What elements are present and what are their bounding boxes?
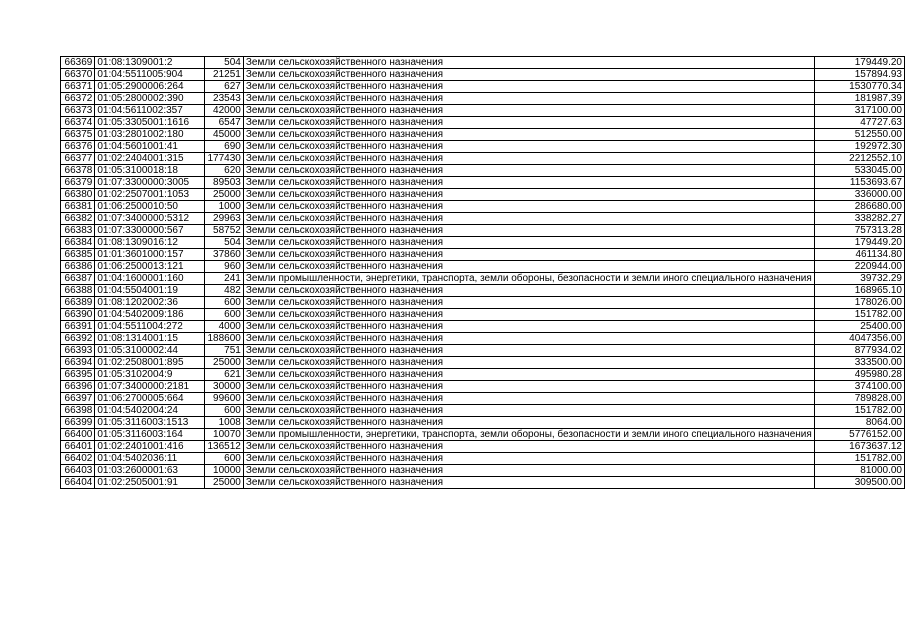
table-row bbox=[61, 417, 905, 429]
table-row bbox=[61, 393, 905, 405]
area-cell: 23543 bbox=[204, 93, 243, 105]
area-cell: 10070 bbox=[204, 429, 243, 441]
table-row bbox=[61, 225, 905, 237]
land-category-cell: Земли сельскохозяйственного назначения bbox=[243, 357, 814, 369]
cadastral-value-cell: 25400.00 bbox=[814, 321, 904, 333]
land-category-cell: Земли сельскохозяйственного назначения bbox=[243, 465, 814, 477]
cadastral-number-cell: 01:04:5601001:41 bbox=[95, 141, 204, 153]
table-row bbox=[61, 57, 905, 69]
land-category-cell: Земли сельскохозяйственного назначения bbox=[243, 345, 814, 357]
cadastral-value-cell: 151782.00 bbox=[814, 309, 904, 321]
cadastral-number-cell: 01:06:2500013:121 bbox=[95, 261, 204, 273]
land-category-cell: Земли сельскохозяйственного назначения bbox=[243, 129, 814, 141]
area-cell: 99600 bbox=[204, 393, 243, 405]
cadastral-number-cell: 01:04:5402036:11 bbox=[95, 453, 204, 465]
row-id-cell: 66379 bbox=[61, 177, 95, 189]
land-category-cell: Земли сельскохозяйственного назначения bbox=[243, 297, 814, 309]
land-category-cell: Земли сельскохозяйственного назначения bbox=[243, 321, 814, 333]
cadastral-value-cell: 1153693.67 bbox=[814, 177, 904, 189]
land-category-cell: Земли сельскохозяйственного назначения bbox=[243, 93, 814, 105]
land-category-cell: Земли сельскохозяйственного назначения bbox=[243, 249, 814, 261]
area-cell: 600 bbox=[204, 453, 243, 465]
cadastral-number-cell: 01:02:2505001:91 bbox=[95, 477, 204, 489]
table-row bbox=[61, 165, 905, 177]
cadastral-value-cell: 181987.39 bbox=[814, 93, 904, 105]
cadastral-number-cell: 01:04:5511005:904 bbox=[95, 69, 204, 81]
land-category-cell: Земли сельскохозяйственного назначения bbox=[243, 369, 814, 381]
cadastral-number-cell: 01:05:3100002:44 bbox=[95, 345, 204, 357]
area-cell: 4000 bbox=[204, 321, 243, 333]
table-row bbox=[61, 201, 905, 213]
table-row bbox=[61, 177, 905, 189]
land-category-cell: Земли сельскохозяйственного назначения bbox=[243, 177, 814, 189]
land-category-cell: Земли промышленности, энергетики, транспорта, земли обороны, безопасности и земли иного специального назначения bbox=[243, 273, 814, 285]
cadastral-value-cell: 151782.00 bbox=[814, 405, 904, 417]
table-row bbox=[61, 189, 905, 201]
cadastral-value-cell: 151782.00 bbox=[814, 453, 904, 465]
row-id-cell: 66401 bbox=[61, 441, 95, 453]
row-id-cell: 66396 bbox=[61, 381, 95, 393]
land-category-cell: Земли сельскохозяйственного назначения bbox=[243, 393, 814, 405]
table-row bbox=[61, 105, 905, 117]
row-id-cell: 66387 bbox=[61, 273, 95, 285]
row-id-cell: 66400 bbox=[61, 429, 95, 441]
cadastral-value-cell: 461134.80 bbox=[814, 249, 904, 261]
cadastral-number-cell: 01:05:3100018:18 bbox=[95, 165, 204, 177]
cadastral-value-cell: 81000.00 bbox=[814, 465, 904, 477]
land-category-cell: Земли сельскохозяйственного назначения bbox=[243, 405, 814, 417]
table-row bbox=[61, 345, 905, 357]
cadastral-value-cell: 1530770.34 bbox=[814, 81, 904, 93]
cadastral-number-cell: 01:08:1309001:2 bbox=[95, 57, 204, 69]
table-row bbox=[61, 249, 905, 261]
row-id-cell: 66392 bbox=[61, 333, 95, 345]
row-id-cell: 66385 bbox=[61, 249, 95, 261]
area-cell: 89503 bbox=[204, 177, 243, 189]
cadastral-number-cell: 01:05:2900006:264 bbox=[95, 81, 204, 93]
area-cell: 25000 bbox=[204, 189, 243, 201]
table-row bbox=[61, 477, 905, 489]
area-cell: 45000 bbox=[204, 129, 243, 141]
area-cell: 960 bbox=[204, 261, 243, 273]
cadastral-number-cell: 01:03:2801002:180 bbox=[95, 129, 204, 141]
cadastral-number-cell: 01:05:3305001:1616 bbox=[95, 117, 204, 129]
row-id-cell: 66390 bbox=[61, 309, 95, 321]
cadastral-number-cell: 01:02:2508001:895 bbox=[95, 357, 204, 369]
cadastral-number-cell: 01:08:1314001:15 bbox=[95, 333, 204, 345]
cadastral-value-cell: 336000.00 bbox=[814, 189, 904, 201]
land-category-cell: Земли сельскохозяйственного назначения bbox=[243, 117, 814, 129]
land-category-cell: Земли сельскохозяйственного назначения bbox=[243, 477, 814, 489]
row-id-cell: 66377 bbox=[61, 153, 95, 165]
area-cell: 600 bbox=[204, 309, 243, 321]
table-row bbox=[61, 141, 905, 153]
row-id-cell: 66375 bbox=[61, 129, 95, 141]
cadastral-number-cell: 01:04:5504001:19 bbox=[95, 285, 204, 297]
cadastral-number-cell: 01:01:3601000:157 bbox=[95, 249, 204, 261]
row-id-cell: 66374 bbox=[61, 117, 95, 129]
land-category-cell: Земли сельскохозяйственного назначения bbox=[243, 381, 814, 393]
cadastral-value-cell: 333500.00 bbox=[814, 357, 904, 369]
cadastral-value-cell: 309500.00 bbox=[814, 477, 904, 489]
row-id-cell: 66386 bbox=[61, 261, 95, 273]
row-id-cell: 66380 bbox=[61, 189, 95, 201]
land-category-cell: Земли сельскохозяйственного назначения bbox=[243, 189, 814, 201]
row-id-cell: 66389 bbox=[61, 297, 95, 309]
cadastral-number-cell: 01:04:5402004:24 bbox=[95, 405, 204, 417]
table-row bbox=[61, 405, 905, 417]
cadastral-value-cell: 512550.00 bbox=[814, 129, 904, 141]
area-cell: 600 bbox=[204, 297, 243, 309]
table-row bbox=[61, 213, 905, 225]
row-id-cell: 66381 bbox=[61, 201, 95, 213]
land-category-cell: Земли сельскохозяйственного назначения bbox=[243, 441, 814, 453]
cadastral-number-cell: 01:02:2404001:315 bbox=[95, 153, 204, 165]
area-cell: 37860 bbox=[204, 249, 243, 261]
table-row bbox=[61, 153, 905, 165]
cadastral-number-cell: 01:07:3400000:5312 bbox=[95, 213, 204, 225]
cadastral-value-cell: 168965.10 bbox=[814, 285, 904, 297]
row-id-cell: 66382 bbox=[61, 213, 95, 225]
table-row bbox=[61, 381, 905, 393]
land-category-cell: Земли сельскохозяйственного назначения bbox=[243, 81, 814, 93]
cadastral-value-cell: 47727.63 bbox=[814, 117, 904, 129]
cadastral-number-cell: 01:05:3102004:9 bbox=[95, 369, 204, 381]
land-category-cell: Земли сельскохозяйственного назначения bbox=[243, 105, 814, 117]
area-cell: 10000 bbox=[204, 465, 243, 477]
area-cell: 29963 bbox=[204, 213, 243, 225]
area-cell: 690 bbox=[204, 141, 243, 153]
cadastral-value-cell: 374100.00 bbox=[814, 381, 904, 393]
table-row bbox=[61, 333, 905, 345]
area-cell: 1008 bbox=[204, 417, 243, 429]
cadastral-number-cell: 01:05:3116003:1513 bbox=[95, 417, 204, 429]
cadastral-number-cell: 01:07:3400000:2181 bbox=[95, 381, 204, 393]
table-row bbox=[61, 321, 905, 333]
row-id-cell: 66370 bbox=[61, 69, 95, 81]
table-row bbox=[61, 369, 905, 381]
table-row bbox=[61, 69, 905, 81]
table-row bbox=[61, 297, 905, 309]
area-cell: 504 bbox=[204, 57, 243, 69]
row-id-cell: 66391 bbox=[61, 321, 95, 333]
land-category-cell: Земли сельскохозяйственного назначения bbox=[243, 333, 814, 345]
cadastral-number-cell: 01:05:3116003:164 bbox=[95, 429, 204, 441]
table-row bbox=[61, 93, 905, 105]
row-id-cell: 66394 bbox=[61, 357, 95, 369]
row-id-cell: 66398 bbox=[61, 405, 95, 417]
row-id-cell: 66378 bbox=[61, 165, 95, 177]
cadastral-number-cell: 01:08:1309016:12 bbox=[95, 237, 204, 249]
cadastral-number-cell: 01:02:2507001:1053 bbox=[95, 189, 204, 201]
row-id-cell: 66404 bbox=[61, 477, 95, 489]
cadastral-value-cell: 178026.00 bbox=[814, 297, 904, 309]
cadastral-value-cell: 533045.00 bbox=[814, 165, 904, 177]
table-row bbox=[61, 357, 905, 369]
cadastral-number-cell: 01:05:2800002:390 bbox=[95, 93, 204, 105]
row-id-cell: 66369 bbox=[61, 57, 95, 69]
table-body bbox=[61, 57, 905, 489]
land-category-cell: Земли сельскохозяйственного назначения bbox=[243, 201, 814, 213]
cadastral-number-cell: 01:06:2700005:664 bbox=[95, 393, 204, 405]
table-row bbox=[61, 441, 905, 453]
cadastral-number-cell: 01:06:2500010:50 bbox=[95, 201, 204, 213]
cadastral-value-cell: 4047356.00 bbox=[814, 333, 904, 345]
table-row bbox=[61, 237, 905, 249]
land-category-cell: Земли сельскохозяйственного назначения bbox=[243, 261, 814, 273]
area-cell: 188600 bbox=[204, 333, 243, 345]
area-cell: 6547 bbox=[204, 117, 243, 129]
area-cell: 25000 bbox=[204, 357, 243, 369]
cadastral-number-cell: 01:03:2600001:63 bbox=[95, 465, 204, 477]
cadastral-value-cell: 757313.28 bbox=[814, 225, 904, 237]
area-cell: 751 bbox=[204, 345, 243, 357]
area-cell: 627 bbox=[204, 81, 243, 93]
cadastral-value-cell: 286680.00 bbox=[814, 201, 904, 213]
area-cell: 25000 bbox=[204, 477, 243, 489]
land-category-cell: Земли сельскохозяйственного назначения bbox=[243, 237, 814, 249]
area-cell: 621 bbox=[204, 369, 243, 381]
table-row bbox=[61, 429, 905, 441]
cadastral-number-cell: 01:07:3300000:3005 bbox=[95, 177, 204, 189]
row-id-cell: 66403 bbox=[61, 465, 95, 477]
land-category-cell: Земли сельскохозяйственного назначения bbox=[243, 69, 814, 81]
table-row bbox=[61, 273, 905, 285]
area-cell: 136512 bbox=[204, 441, 243, 453]
land-category-cell: Земли сельскохозяйственного назначения bbox=[243, 225, 814, 237]
land-category-cell: Земли сельскохозяйственного назначения bbox=[243, 453, 814, 465]
cadastral-value-cell: 495980.28 bbox=[814, 369, 904, 381]
land-category-cell: Земли сельскохозяйственного назначения bbox=[243, 213, 814, 225]
cadastral-value-cell: 5776152.00 bbox=[814, 429, 904, 441]
row-id-cell: 66372 bbox=[61, 93, 95, 105]
row-id-cell: 66376 bbox=[61, 141, 95, 153]
table-row bbox=[61, 81, 905, 93]
cadastral-value-cell: 877934.02 bbox=[814, 345, 904, 357]
cadastral-number-cell: 01:04:5402009:186 bbox=[95, 309, 204, 321]
cadastral-value-cell: 179449.20 bbox=[814, 57, 904, 69]
cadastral-value-cell: 157894.93 bbox=[814, 69, 904, 81]
land-category-cell: Земли сельскохозяйственного назначения bbox=[243, 57, 814, 69]
cadastral-value-cell: 220944.00 bbox=[814, 261, 904, 273]
area-cell: 620 bbox=[204, 165, 243, 177]
cadastral-value-cell: 1673637.12 bbox=[814, 441, 904, 453]
cadastral-value-cell: 192972.30 bbox=[814, 141, 904, 153]
cadastral-value-cell: 2212552.10 bbox=[814, 153, 904, 165]
cadastral-value-cell: 317100.00 bbox=[814, 105, 904, 117]
cadastral-value-cell: 39732.29 bbox=[814, 273, 904, 285]
cadastral-number-cell: 01:04:5611002:357 bbox=[95, 105, 204, 117]
cadastral-number-cell: 01:04:5511004:272 bbox=[95, 321, 204, 333]
land-category-cell: Земли сельскохозяйственного назначения bbox=[243, 417, 814, 429]
land-category-cell: Земли сельскохозяйственного назначения bbox=[243, 165, 814, 177]
land-category-cell: Земли сельскохозяйственного назначения bbox=[243, 285, 814, 297]
table-row bbox=[61, 309, 905, 321]
table-row bbox=[61, 285, 905, 297]
cadastral-number-cell: 01:04:1600001:160 bbox=[95, 273, 204, 285]
area-cell: 1000 bbox=[204, 201, 243, 213]
row-id-cell: 66371 bbox=[61, 81, 95, 93]
row-id-cell: 66402 bbox=[61, 453, 95, 465]
cadastral-value-cell: 338282.27 bbox=[814, 213, 904, 225]
land-category-cell: Земли сельскохозяйственного назначения bbox=[243, 153, 814, 165]
land-category-cell: Земли сельскохозяйственного назначения bbox=[243, 309, 814, 321]
land-category-cell: Земли промышленности, энергетики, транспорта, земли обороны, безопасности и земли иного специального назначения bbox=[243, 429, 814, 441]
area-cell: 241 bbox=[204, 273, 243, 285]
land-category-cell: Земли сельскохозяйственного назначения bbox=[243, 141, 814, 153]
row-id-cell: 66393 bbox=[61, 345, 95, 357]
area-cell: 42000 bbox=[204, 105, 243, 117]
land-plots-table bbox=[60, 56, 905, 489]
cadastral-number-cell: 01:07:3300000:567 bbox=[95, 225, 204, 237]
cadastral-number-cell: 01:02:2401001:416 bbox=[95, 441, 204, 453]
row-id-cell: 66373 bbox=[61, 105, 95, 117]
table-row bbox=[61, 453, 905, 465]
cadastral-value-cell: 789828.00 bbox=[814, 393, 904, 405]
area-cell: 504 bbox=[204, 237, 243, 249]
area-cell: 600 bbox=[204, 405, 243, 417]
area-cell: 58752 bbox=[204, 225, 243, 237]
row-id-cell: 66395 bbox=[61, 369, 95, 381]
cadastral-number-cell: 01:08:1202002:36 bbox=[95, 297, 204, 309]
row-id-cell: 66397 bbox=[61, 393, 95, 405]
table-row bbox=[61, 261, 905, 273]
row-id-cell: 66384 bbox=[61, 237, 95, 249]
area-cell: 30000 bbox=[204, 381, 243, 393]
cadastral-value-cell: 8064.00 bbox=[814, 417, 904, 429]
row-id-cell: 66383 bbox=[61, 225, 95, 237]
table-row bbox=[61, 465, 905, 477]
area-cell: 482 bbox=[204, 285, 243, 297]
area-cell: 21251 bbox=[204, 69, 243, 81]
cadastral-value-cell: 179449.20 bbox=[814, 237, 904, 249]
row-id-cell: 66388 bbox=[61, 285, 95, 297]
area-cell: 177430 bbox=[204, 153, 243, 165]
table-row bbox=[61, 117, 905, 129]
row-id-cell: 66399 bbox=[61, 417, 95, 429]
table-row bbox=[61, 129, 905, 141]
